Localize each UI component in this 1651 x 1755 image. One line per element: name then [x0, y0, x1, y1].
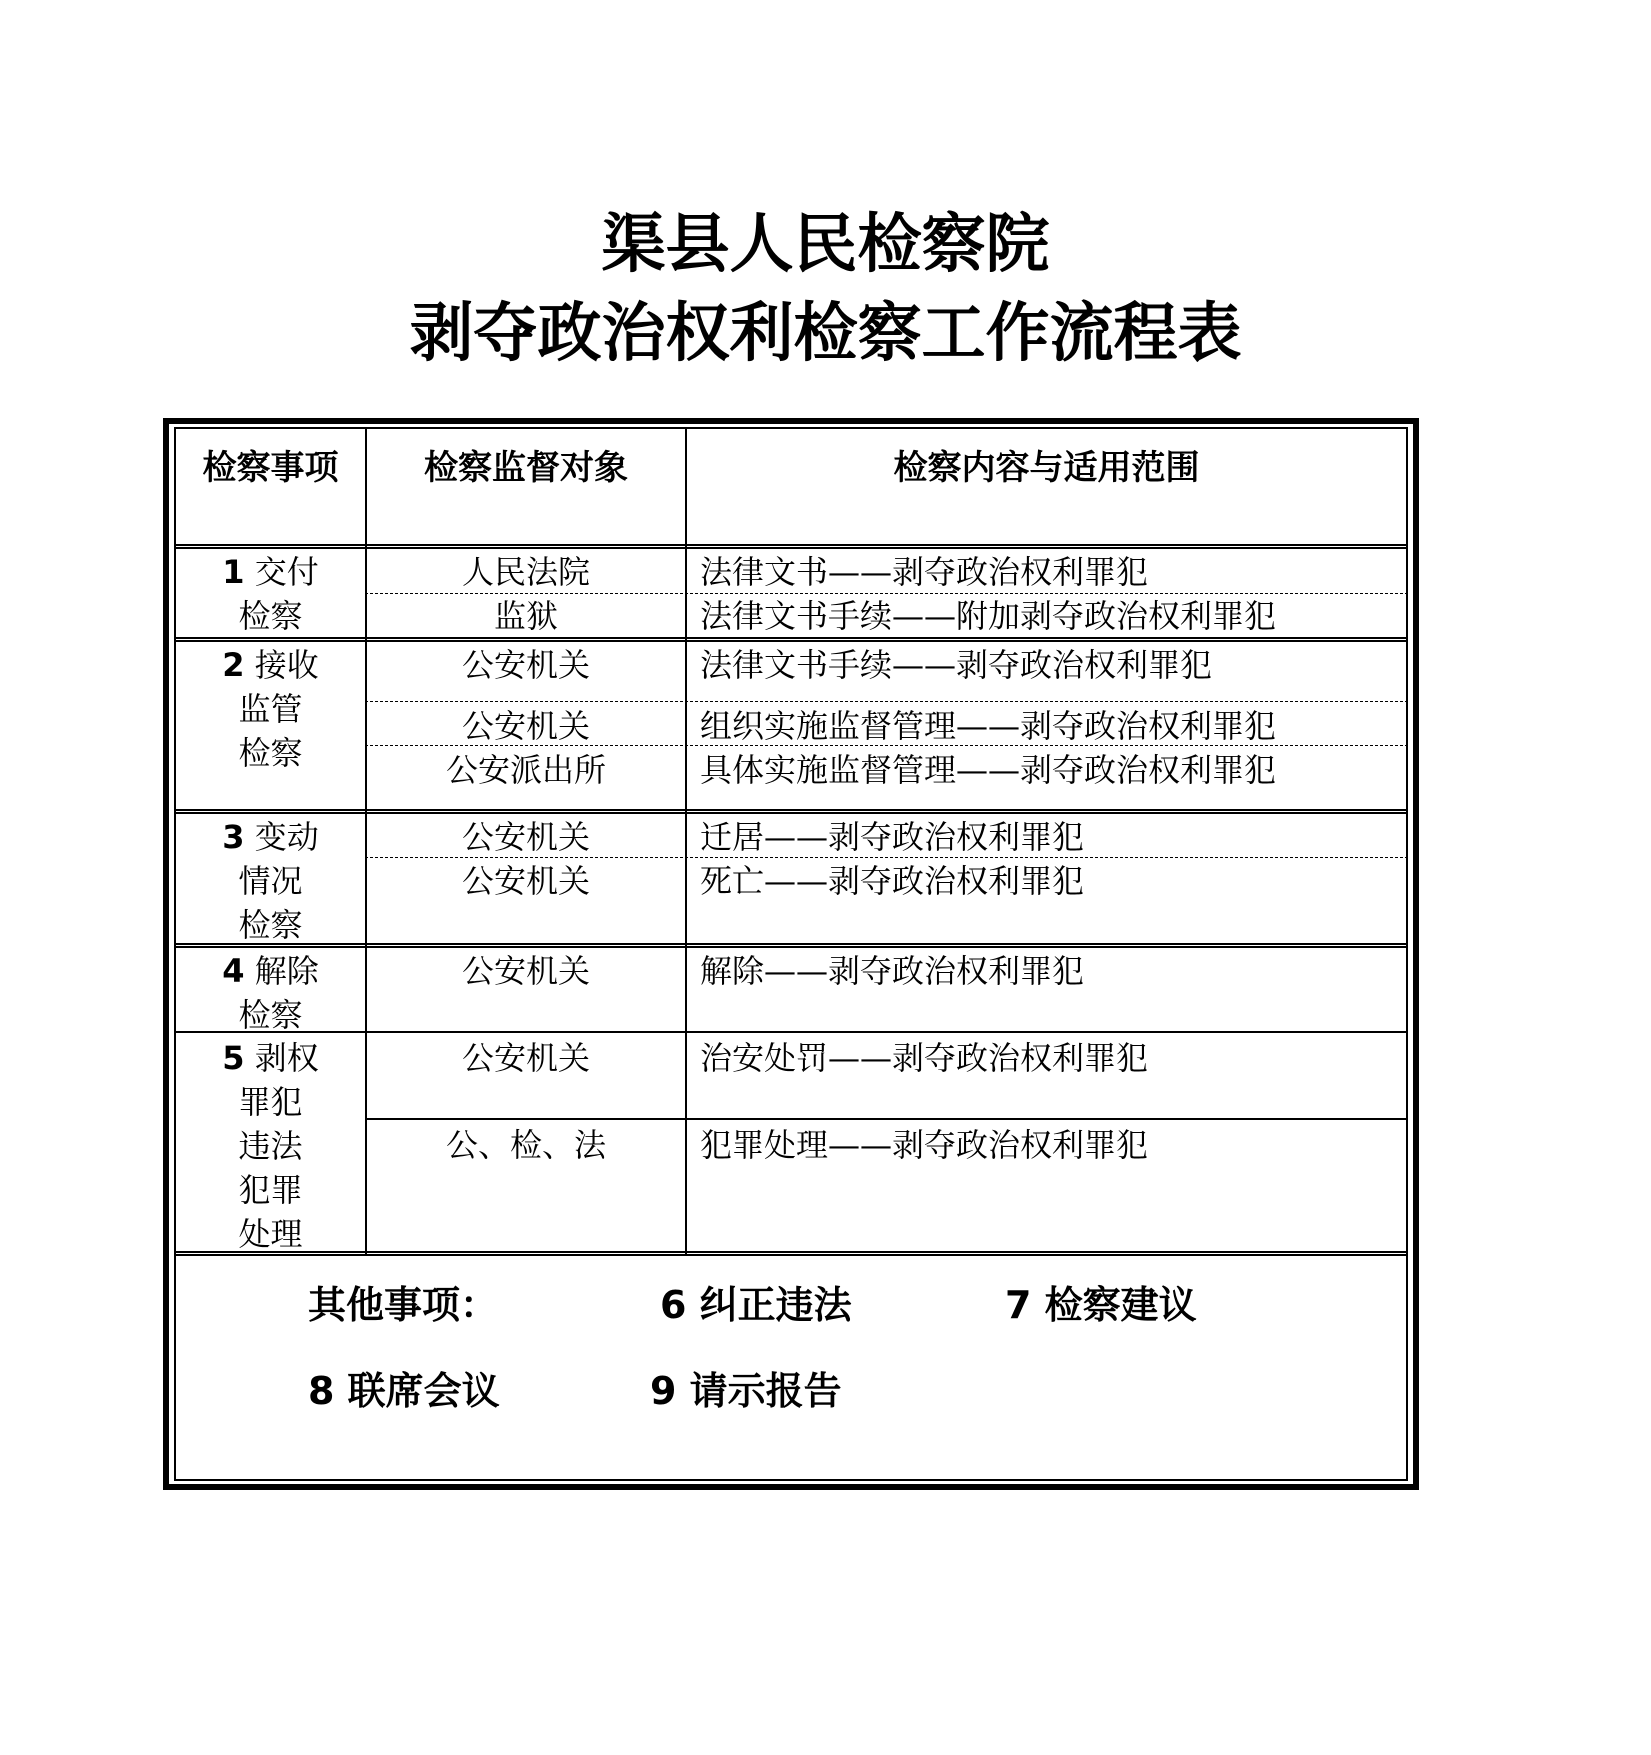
other-item: 8 联席会议	[308, 1369, 500, 1413]
row-divider	[365, 1118, 1408, 1120]
item-label-line: 剥权	[254, 1039, 319, 1077]
item-label-line: 解除	[254, 952, 319, 990]
item-label-line: 检察	[238, 996, 303, 1034]
item-number: 5	[222, 1039, 245, 1077]
item-label-line: 犯罪	[238, 1171, 303, 1209]
other-item: 9 请示报告	[650, 1369, 842, 1413]
header-divider	[174, 544, 1408, 549]
inspection-content: 具体实施监督管理——剥夺政治权利罪犯	[700, 751, 1277, 789]
item-divider	[174, 809, 1408, 814]
column-divider-2	[685, 427, 687, 1255]
other-item: 6 纠正违法	[660, 1283, 852, 1327]
item-label-line: 违法	[238, 1127, 303, 1165]
item-label-line: 情况	[238, 862, 303, 900]
item-number: 3	[222, 818, 245, 856]
column-header-item: 检察事项	[202, 448, 339, 488]
other-items-label: 其他事项：	[308, 1283, 499, 1327]
inspection-content: 法律文书手续——剥夺政治权利罪犯	[700, 646, 1213, 684]
supervised-object: 公安机关	[461, 1039, 590, 1077]
item-label	[176, 643, 365, 775]
column-header-object: 检察监督对象	[424, 448, 628, 488]
item-label-line: 接收	[254, 646, 319, 684]
page-title-line-1: 渠县人民检察院	[601, 208, 1050, 282]
supervised-object: 公安机关	[461, 862, 590, 900]
item-label-line: 检察	[238, 597, 303, 635]
inspection-content: 治安处罚——剥夺政治权利罪犯	[700, 1039, 1149, 1077]
item-number: 1	[222, 553, 245, 591]
inspection-content: 法律文书——剥夺政治权利罪犯	[700, 553, 1149, 591]
supervised-object: 监狱	[493, 597, 558, 635]
item-label-line: 处理	[238, 1215, 303, 1253]
inspection-content: 组织实施监督管理——剥夺政治权利罪犯	[700, 707, 1277, 745]
inspection-content: 死亡——剥夺政治权利罪犯	[700, 862, 1085, 900]
item-label	[176, 815, 365, 947]
column-header-content: 检察内容与适用范围	[893, 448, 1200, 488]
item-label-line: 检察	[238, 906, 303, 944]
supervised-object: 公、检、法	[445, 1126, 606, 1164]
page-title-line-2: 剥夺政治权利检察工作流程表	[409, 297, 1242, 371]
item-label	[176, 550, 365, 638]
supervised-object: 公安机关	[461, 818, 590, 856]
row-divider	[365, 701, 1408, 702]
inspection-content: 法律文书手续——附加剥夺政治权利罪犯	[700, 597, 1277, 635]
supervised-object: 公安派出所	[445, 751, 606, 789]
item-label	[176, 949, 365, 1037]
item-number: 2	[222, 646, 245, 684]
item-label-line: 交付	[254, 553, 319, 591]
item-label-line: 监管	[238, 690, 303, 728]
item-label-line: 检察	[238, 734, 303, 772]
item-label	[176, 1036, 365, 1256]
item-label-line: 变动	[254, 818, 319, 856]
supervised-object: 公安机关	[461, 952, 590, 990]
supervised-object: 人民法院	[461, 553, 590, 591]
supervised-object: 公安机关	[461, 707, 590, 745]
other-item: 7 检察建议	[1005, 1283, 1197, 1327]
item-number: 4	[222, 952, 245, 990]
inspection-content: 犯罪处理——剥夺政治权利罪犯	[700, 1126, 1149, 1164]
item-label-line: 罪犯	[238, 1083, 303, 1121]
inspection-content: 解除——剥夺政治权利罪犯	[700, 952, 1085, 990]
supervised-object: 公安机关	[461, 646, 590, 684]
inspection-content: 迁居——剥夺政治权利罪犯	[700, 818, 1085, 856]
